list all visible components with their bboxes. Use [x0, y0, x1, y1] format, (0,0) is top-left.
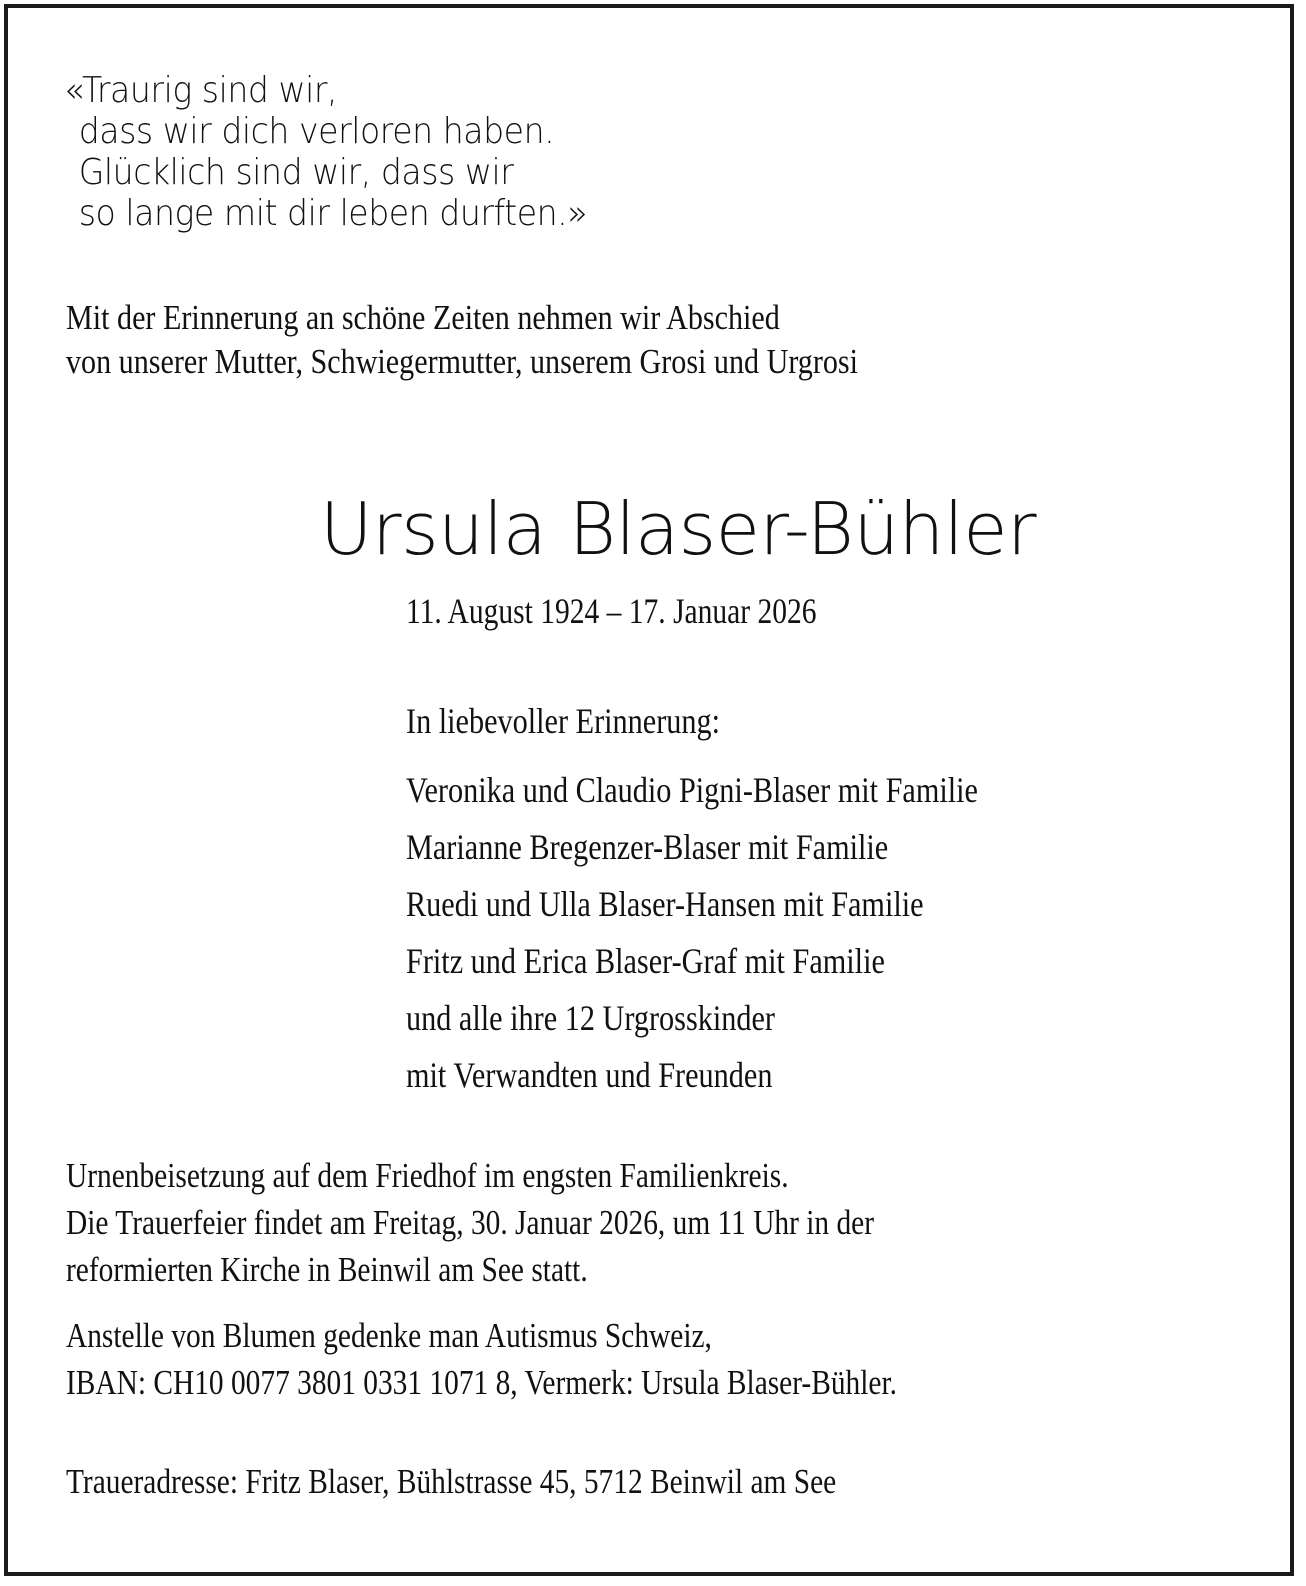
mourner-item: und alle ihre 12 Urgrosskinder [406, 998, 775, 1038]
mourners-heading: In liebevoller Erinnerung: [406, 701, 721, 741]
donation-line: IBAN: CH10 0077 3801 0331 1071 8, Vermerk: Ursula Blaser-Bühler. [66, 1363, 897, 1402]
mourner-item: Veronika und Claudio Pigni-Blaser mit Familie [406, 770, 978, 810]
intro-line: von unserer Mutter, Schwiegermutter, unserem Grosi und Urgrosi [66, 342, 859, 381]
motto-quote [64, 70, 587, 234]
life-dates: 11. August 1924 – 17. Januar 2026 [406, 591, 817, 631]
motto-line: dass wir dich verloren haben. [78, 111, 555, 152]
burial-line: reformierten Kirche in Beinwil am See statt. [66, 1250, 588, 1289]
mourning-address: Traueradresse: Fritz Blaser, Bühlstrasse 45, 5712 Beinwil am See [66, 1462, 837, 1501]
motto-line: «Traurig sind wir, [64, 70, 338, 111]
motto-line: so lange mit dir leben durften.» [78, 193, 588, 234]
intro-text [66, 296, 858, 384]
intro-line: Mit der Erinnerung an schöne Zeiten nehmen wir Abschied [66, 298, 780, 337]
burial-line: Die Trauerfeier findet am Freitag, 30. Januar 2026, um 11 Uhr in der [66, 1203, 875, 1242]
donation-line: Anstelle von Blumen gedenke man Autismus Schweiz, [66, 1316, 712, 1355]
burial-line: Urnenbeisetzung auf dem Friedhof im engsten Familienkreis. [66, 1156, 789, 1195]
mourner-item: Fritz und Erica Blaser-Graf mit Familie [406, 941, 885, 981]
mourner-item: mit Verwandten und Freunden [406, 1055, 773, 1095]
mourners-list [406, 696, 978, 1104]
deceased-name: Ursula Blaser-Bühler [319, 487, 1037, 571]
mourner-item: Marianne Bregenzer-Blaser mit Familie [406, 827, 889, 867]
donation-info [66, 1312, 897, 1406]
burial-info [66, 1152, 874, 1293]
mourner-item: Ruedi und Ulla Blaser-Hansen mit Familie [406, 884, 924, 924]
motto-line: Glücklich sind wir, dass wir [78, 152, 514, 193]
